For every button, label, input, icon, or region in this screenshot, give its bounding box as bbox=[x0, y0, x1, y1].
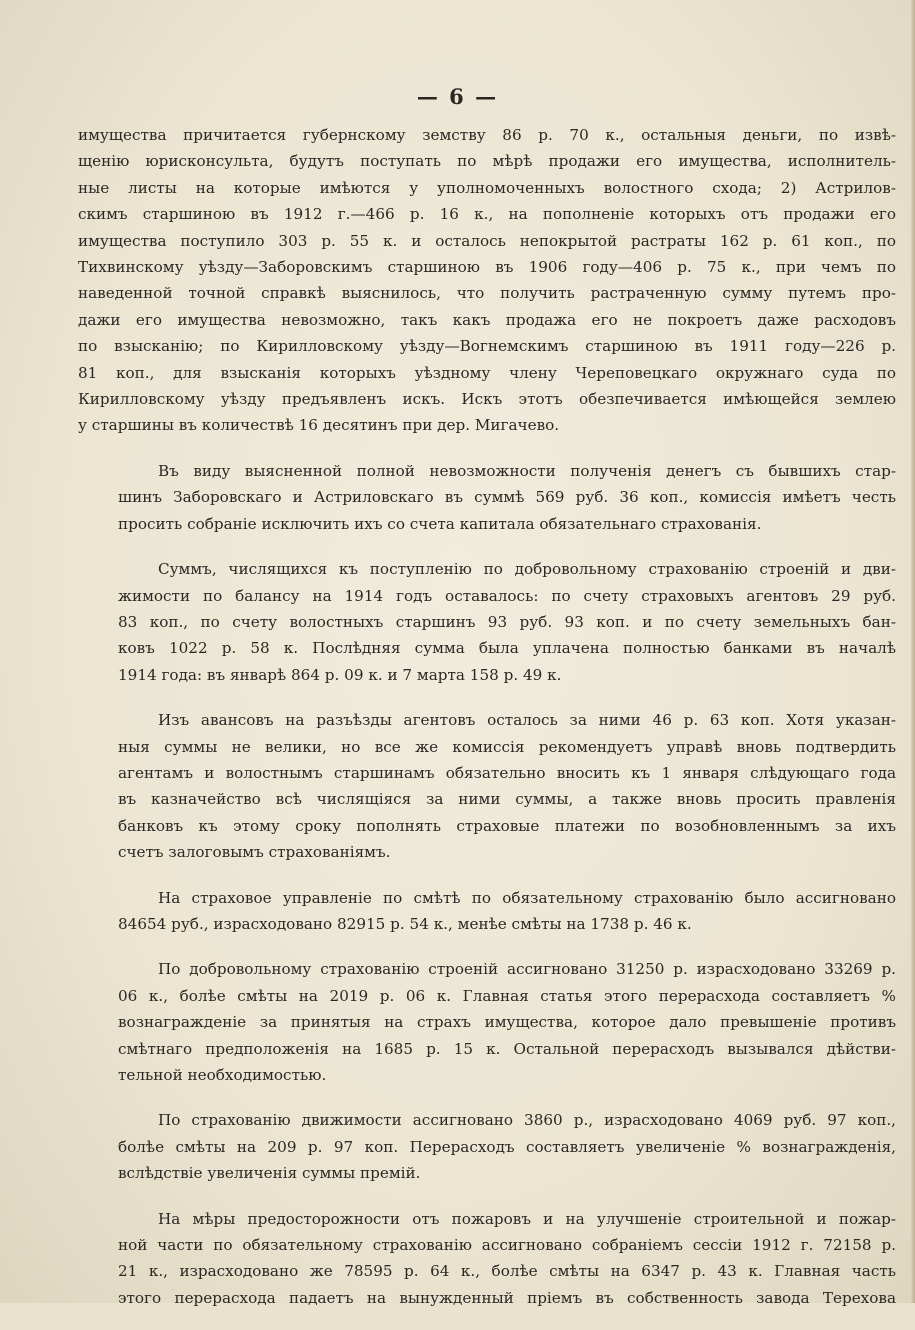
text-line: Кирилловскому уѣзду предъявленъ искъ. Искъ этотъ обезпечивается имѣющейся землею bbox=[78, 390, 896, 409]
text-line: По страхованію движимости ассигновано 3860 р., израсходовано 4069 руб. 97 коп., bbox=[158, 1111, 896, 1130]
text-line: скимъ старшиною въ 1912 г.—466 р. 16 к., на пополненіе которыхъ отъ продажи его bbox=[78, 205, 896, 224]
paragraph bbox=[78, 556, 896, 688]
paragraph bbox=[78, 956, 896, 1088]
paragraph bbox=[78, 707, 896, 865]
text-line: у старшины въ количествѣ 16 десятинъ при дер. Мигачево. bbox=[78, 416, 560, 435]
text-line: по взысканію; по Кирилловскому уѣзду—Вогнемскимъ старшиною въ 1911 году—226 р. bbox=[78, 337, 896, 356]
text-line: 1914 года: въ январѣ 864 р. 09 к. и 7 марта 158 р. 49 к. bbox=[118, 665, 562, 684]
text-line: На мѣры предосторожности отъ пожаровъ и на улучшеніе строительной и пожар- bbox=[158, 1209, 896, 1228]
text-line: ной части по обязательному страхованію ассигновано собраніемъ сессіи 1912 г. 72158 р. bbox=[118, 1236, 896, 1255]
text-line: 06 к., болѣе смѣты на 2019 р. 06 к. Главная статья этого перерасхода составляетъ % bbox=[118, 986, 896, 1005]
paragraph bbox=[78, 1206, 896, 1312]
text-line: просить собраніе исключить ихъ со счета капитала обязательнаго страхованія. bbox=[118, 514, 762, 533]
text-line: 84654 руб., израсходовано 82915 р. 54 к., менѣе смѣты на 1738 р. 46 к. bbox=[118, 914, 692, 933]
text-line: счетъ залоговымъ страхованіямъ. bbox=[118, 843, 391, 862]
text-line: болѣе смѣты на 209 р. 97 коп. Перерасходъ составляетъ увеличеніе % вознагражденія, bbox=[118, 1137, 896, 1156]
text-line: банковъ къ этому сроку пополнять страховые платежи по возобновленнымъ за ихъ bbox=[118, 816, 896, 835]
text-line: жимости по балансу на 1914 годъ оставалось: по счету страховыхъ агентовъ 29 руб. bbox=[118, 586, 896, 605]
text-line: Изъ авансовъ на разъѣзды агентовъ осталось за ними 46 р. 63 коп. Хотя указан- bbox=[158, 711, 896, 730]
page-edge bbox=[911, 0, 915, 1303]
text-line: тельной необходимостью. bbox=[118, 1066, 327, 1084]
text-line: 81 коп., для взысканія которыхъ уѣздному члену Череповецкаго окружнаго суда по bbox=[78, 363, 896, 382]
paragraph bbox=[78, 122, 896, 439]
text-line: щенію юрисконсульта, будутъ поступать по мѣрѣ продажи его имущества, исполнитель- bbox=[78, 152, 896, 171]
paragraph bbox=[78, 458, 896, 537]
text-line: Суммъ, числящихся къ поступленію по добровольному страхованію строеній и дви- bbox=[158, 560, 896, 579]
paragraph bbox=[78, 885, 896, 938]
text-line: Тихвинскому уѣзду—Заборовскимъ старшиною въ 1906 году—406 р. 75 к., при чемъ по bbox=[78, 258, 896, 277]
text-line: имущества поступило 303 р. 55 к. и осталось непокрытой растраты 162 р. 61 коп., по bbox=[78, 231, 896, 250]
text-line: дажи его имущества невозможно, такъ какъ продажа его не покроетъ даже расходовъ bbox=[78, 310, 896, 329]
text-line: шинъ Заборовскаго и Астриловскаго въ суммѣ 569 руб. 36 коп., комиссія имѣетъ честь bbox=[118, 488, 896, 507]
document-body bbox=[78, 122, 896, 1330]
text-line: 83 коп., по счету волостныхъ старшинъ 93 руб. 93 коп. и по счету земельныхъ бан- bbox=[118, 612, 896, 631]
text-line: Въ виду выясненной полной невозможности полученія денегъ съ бывшихъ стар- bbox=[158, 461, 896, 480]
text-line: ныя суммы не велики, но все же комиссія рекомендуетъ управѣ вновь подтвердить bbox=[118, 737, 896, 756]
text-line: агентамъ и волостнымъ старшинамъ обязательно вносить къ 1 января слѣдующаго года bbox=[118, 763, 896, 782]
text-line: вознагражденіе за принятыя на страхъ имущества, которое дало превышеніе противъ bbox=[118, 1013, 896, 1032]
text-line: ные листы на которые имѣются у уполномоченныхъ волостного схода; 2) Астрилов- bbox=[78, 178, 896, 197]
paragraph bbox=[78, 1107, 896, 1186]
text-line: наведенной точной справкѣ выяснилось, что получить растраченную сумму путемъ про- bbox=[78, 284, 896, 303]
text-line: 21 к., израсходовано же 78595 р. 64 к., болѣе смѣты на 6347 р. 43 к. Главная часть bbox=[118, 1262, 896, 1281]
text-line: ковъ 1022 р. 58 к. Послѣдняя сумма была уплачена полностью банками въ началѣ bbox=[118, 639, 896, 658]
text-line: На страховое управленіе по смѣтѣ по обязательному страхованію было ассигновано bbox=[158, 888, 896, 907]
text-line: вслѣдствіе увеличенія суммы премій. bbox=[118, 1164, 421, 1183]
text-line: въ казначейство всѣ числящіяся за ними суммы, а также вновь просить правленія bbox=[118, 790, 896, 809]
text-line: этого перерасхода падаетъ на вынужденный пріемъ въ собственность завода Терехова bbox=[118, 1288, 896, 1307]
text-line: По добровольному страхованію строеній ассигновано 31250 р. израсходовано 33269 р. bbox=[158, 960, 896, 979]
page-number: — 6 — bbox=[416, 84, 499, 109]
text-line: смѣтнаго предположенія на 1685 р. 15 к. Остальной перерасходъ вызывался дѣйстви- bbox=[118, 1039, 896, 1058]
text-line: имущества причитается губернскому земству 86 р. 70 к., остальныя деньги, по извѣ- bbox=[78, 126, 896, 144]
